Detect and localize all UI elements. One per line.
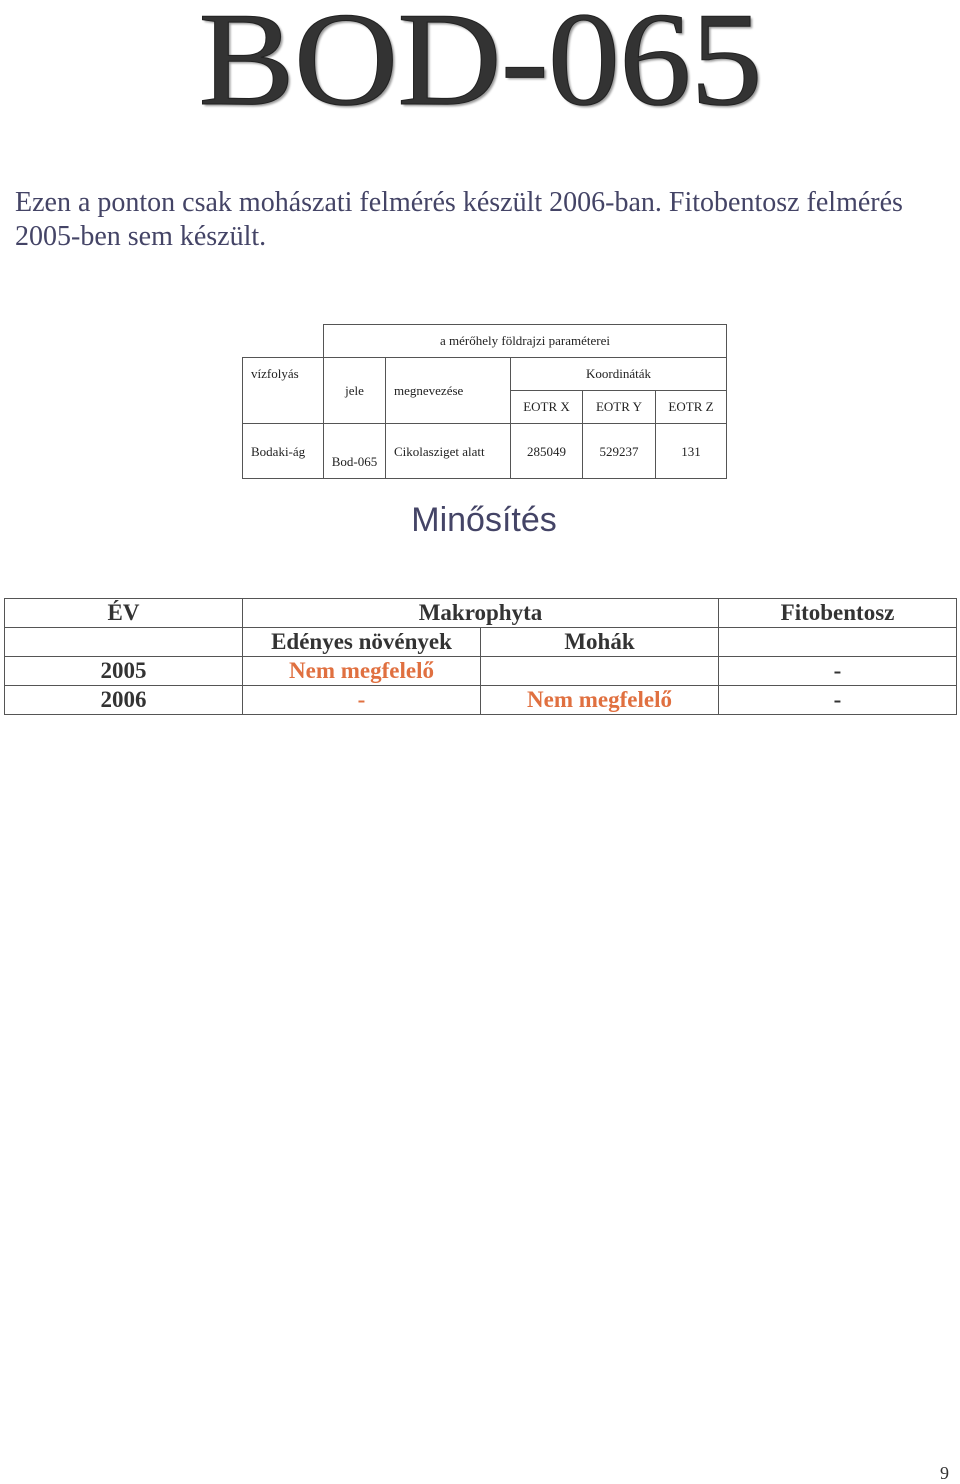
cell-edenyes: - bbox=[243, 686, 481, 715]
col-vizfolyas: vízfolyás bbox=[243, 358, 324, 424]
params-header-group: a mérőhely földrajzi paraméterei bbox=[324, 325, 727, 358]
cell-fitobentosz: - bbox=[719, 686, 957, 715]
col-fitobentosz: Fitobentosz bbox=[719, 599, 957, 628]
cell-mohak: Nem megfelelő bbox=[481, 686, 719, 715]
col-jele: jele bbox=[324, 358, 386, 424]
cell-ev: 2006 bbox=[5, 686, 243, 715]
cell-ev: 2005 bbox=[5, 657, 243, 686]
cell-eotr-x: 285049 bbox=[511, 424, 583, 479]
table-row bbox=[243, 424, 727, 479]
sub-mohak: Mohák bbox=[481, 628, 719, 657]
rating-table bbox=[4, 598, 957, 715]
geo-params-table bbox=[242, 324, 727, 479]
cell-eotr-z: 131 bbox=[656, 424, 727, 479]
page-number: 9 bbox=[940, 1463, 949, 1483]
cell-vizfolyas: Bodaki-ág bbox=[243, 424, 324, 479]
col-megnevezese: megnevezése bbox=[386, 358, 511, 424]
minosites-heading: Minősítés bbox=[411, 501, 557, 539]
col-eotr-z: EOTR Z bbox=[656, 391, 727, 424]
cell-edenyes: Nem megfelelő bbox=[243, 657, 481, 686]
table-row bbox=[5, 686, 957, 715]
cell-jele: Bod-065 bbox=[324, 424, 386, 479]
empty-cell bbox=[719, 628, 957, 657]
page-title: BOD-065 bbox=[198, 0, 762, 133]
col-koordinatak: Koordináták bbox=[511, 358, 727, 391]
col-eotr-x: EOTR X bbox=[511, 391, 583, 424]
cell-eotr-y: 529237 bbox=[583, 424, 656, 479]
col-eotr-y: EOTR Y bbox=[583, 391, 656, 424]
cell-mohak bbox=[481, 657, 719, 686]
cell-megnevezese: Cikolasziget alatt bbox=[386, 424, 511, 479]
col-ev: ÉV bbox=[5, 599, 243, 628]
table-row bbox=[5, 657, 957, 686]
empty-cell bbox=[5, 628, 243, 657]
cell-fitobentosz: - bbox=[719, 657, 957, 686]
intro-paragraph: Ezen a ponton csak mohászati felmérés készült 2006-ban. Fitobentosz felmérés 2005-ben sem készült. bbox=[15, 187, 903, 252]
col-makrophyta: Makrophyta bbox=[243, 599, 719, 628]
sub-edenyes: Edényes növények bbox=[243, 628, 481, 657]
